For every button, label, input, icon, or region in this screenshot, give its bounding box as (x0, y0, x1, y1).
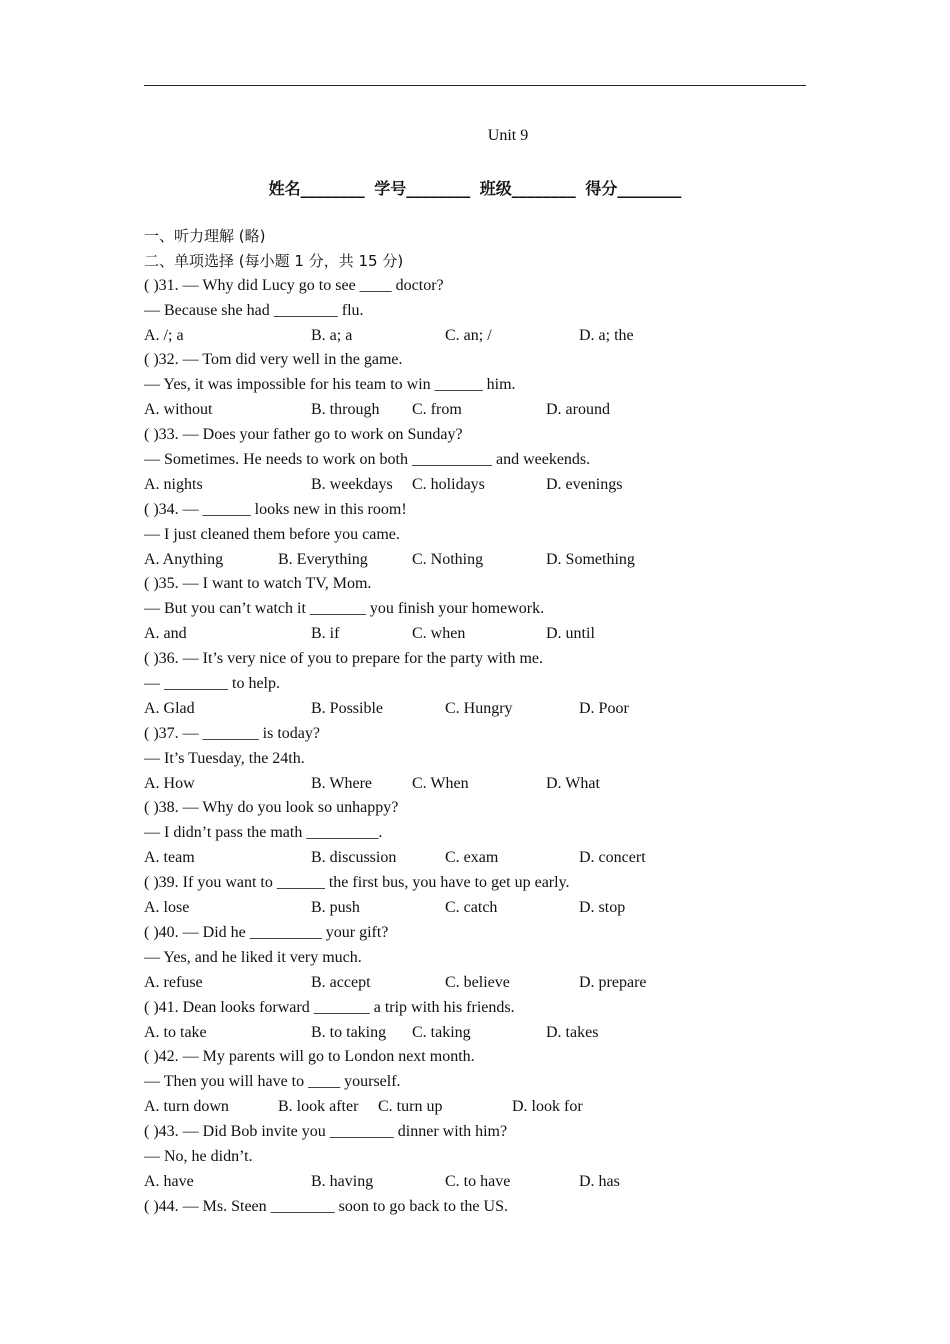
question-line: — Yes, and he liked it very much. (144, 948, 362, 966)
question-line: — I didn’t pass the math _________. (144, 824, 383, 842)
question-line: ( )41. Dean looks forward _______ a trip with his friends. (144, 998, 515, 1016)
question-line: ( )40. — Did he _________ your gift? (144, 923, 389, 941)
answer-option: D. look for (512, 1098, 583, 1116)
answer-option: B. through (311, 401, 380, 419)
class-field: 班级________ (479, 179, 576, 198)
question-line: ( )38. — Why do you look so unhappy? (144, 799, 399, 817)
answer-options (144, 1172, 824, 1197)
score-field: 得分________ (585, 179, 682, 198)
question-line: ( )35. — I want to watch TV, Mom. (144, 575, 372, 593)
answer-options (144, 1097, 824, 1122)
question-line: — Because she had ________ flu. (144, 301, 364, 319)
question-line: ( )34. — ______ looks new in this room! (144, 500, 407, 518)
answer-option: B. look after (278, 1098, 359, 1116)
answer-options (144, 973, 824, 998)
answer-option: B. discussion (311, 849, 397, 867)
question-line: ( )36. — It’s very nice of you to prepare for the party with me. (144, 650, 543, 668)
answer-option: A. lose (144, 899, 190, 917)
question-line: ( )43. — Did Bob invite you ________ dinner with him? (144, 1123, 508, 1141)
answer-options (144, 326, 824, 351)
question-line: — But you can’t watch it _______ you finish your homework. (144, 600, 545, 618)
answer-option: D. evenings (546, 475, 623, 493)
answer-option: C. Hungry (445, 699, 513, 717)
exam-content (144, 226, 824, 1222)
answer-option: B. Where (311, 774, 373, 792)
name-field: 姓名________ (268, 179, 365, 198)
question-line: ( )42. — My parents will go to London next month. (144, 1048, 475, 1066)
question-line: — I just cleaned them before you came. (144, 525, 400, 543)
answer-option: B. weekdays (311, 475, 393, 493)
answer-option: C. turn up (378, 1098, 443, 1116)
answer-options (144, 898, 824, 923)
answer-option: C. taking (412, 1023, 471, 1041)
question-line: ( )33. — Does your father go to work on Sunday? (144, 426, 463, 444)
answer-option: D. Poor (579, 699, 629, 717)
answer-option: B. a; a (311, 326, 353, 344)
answer-option: A. refuse (144, 973, 203, 991)
question-line: — It’s Tuesday, the 24th. (144, 749, 305, 767)
answer-option: D. What (546, 774, 600, 792)
answer-option: C. from (412, 401, 462, 419)
answer-options (144, 774, 824, 799)
section-heading: 一、听力理解 (略) (144, 227, 266, 245)
answer-option: C. believe (445, 973, 510, 991)
answer-option: D. around (546, 401, 610, 419)
answer-option: C. holidays (412, 475, 485, 493)
question-line: ( )31. — Why did Lucy go to see ____ doctor? (144, 276, 444, 294)
answer-option: D. prepare (579, 973, 647, 991)
question-line: ( )44. — Ms. Steen ________ soon to go back to the US. (144, 1197, 508, 1215)
answer-option: B. Everything (278, 550, 368, 568)
question-line: — Sometimes. He needs to work on both __________ and weekends. (144, 451, 591, 469)
answer-option: B. Possible (311, 699, 384, 717)
answer-option: D. Something (546, 550, 635, 568)
answer-option: A. Anything (144, 550, 224, 568)
answer-option: D. takes (546, 1023, 599, 1041)
answer-option: B. accept (311, 973, 371, 991)
answer-options (144, 550, 824, 575)
answer-options (144, 624, 824, 649)
answer-option: A. How (144, 774, 195, 792)
answer-option: A. to take (144, 1023, 207, 1041)
answer-option: A. have (144, 1172, 194, 1190)
section-heading: 二、单项选择 (每小题 1 分，共 15 分) (144, 251, 404, 270)
answer-option: D. a; the (579, 326, 634, 344)
answer-option: A. without (144, 401, 213, 419)
answer-option: A. /; a (144, 326, 184, 344)
answer-option: C. exam (445, 849, 499, 867)
answer-option: A. turn down (144, 1098, 229, 1116)
top-rule (144, 85, 806, 86)
question-line: — ________ to help. (144, 675, 280, 693)
answer-option: C. When (412, 774, 469, 792)
answer-options (144, 400, 824, 425)
answer-option: C. catch (445, 899, 498, 917)
question-line: ( )39. If you want to ______ the first bus, you have to get up early. (144, 874, 570, 892)
student-info-header (0, 176, 950, 199)
answer-option: A. team (144, 849, 195, 867)
answer-option: D. has (579, 1172, 620, 1190)
question-line: — Yes, it was impossible for his team to win ______ him. (144, 376, 516, 394)
answer-option: C. Nothing (412, 550, 484, 568)
answer-option: C. when (412, 625, 466, 643)
answer-option: A. Glad (144, 699, 195, 717)
student-number-field: 学号________ (374, 179, 471, 198)
answer-option: C. an; / (445, 326, 492, 344)
question-line: — No, he didn’t. (144, 1147, 253, 1165)
answer-options (144, 699, 824, 724)
answer-option: D. concert (579, 849, 646, 867)
answer-option: A. and (144, 625, 187, 643)
answer-option: B. push (311, 899, 360, 917)
answer-option: B. if (311, 625, 340, 643)
answer-options (144, 1023, 824, 1048)
page-title: Unit 9 (487, 127, 529, 144)
answer-option: B. to taking (311, 1023, 387, 1041)
answer-option: C. to have (445, 1172, 511, 1190)
answer-option: A. nights (144, 475, 203, 493)
answer-options (144, 848, 824, 873)
question-line: ( )32. — Tom did very well in the game. (144, 351, 403, 369)
answer-options (144, 475, 824, 500)
answer-option: D. stop (579, 899, 626, 917)
answer-option: D. until (546, 625, 595, 643)
question-line: ( )37. — _______ is today? (144, 724, 320, 742)
answer-option: B. having (311, 1172, 374, 1190)
question-line: — Then you will have to ____ yourself. (144, 1073, 401, 1091)
